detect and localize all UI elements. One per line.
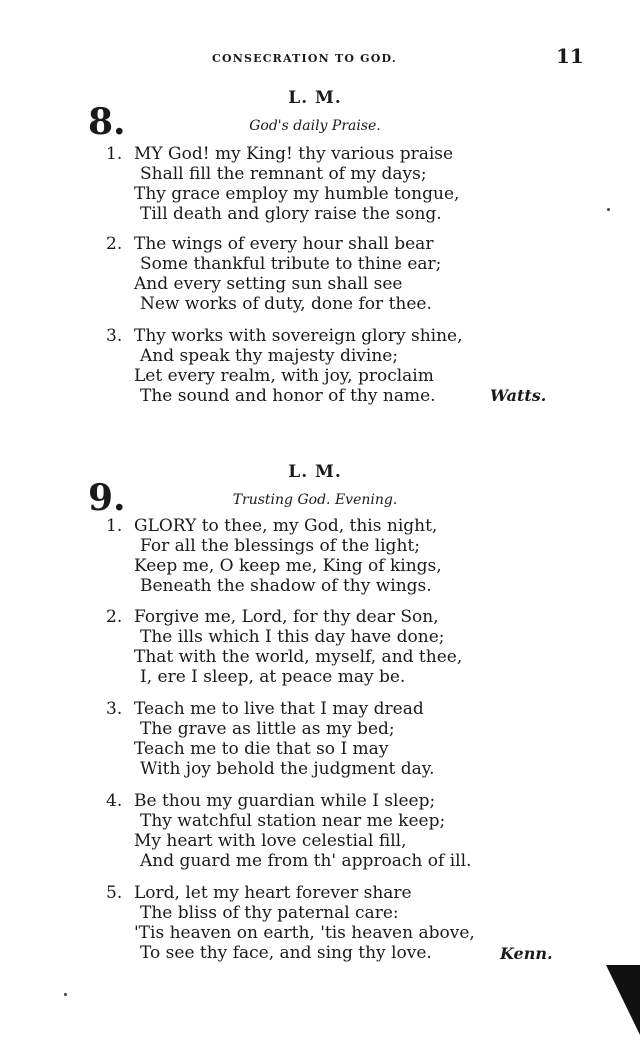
page-number: 11 [556, 44, 584, 68]
verse-line: With joy behold the judgment day. [140, 759, 435, 779]
verse-line: GLORY to thee, my God, this night, [134, 516, 438, 536]
verse-line: Thy grace employ my humble tongue, [134, 184, 460, 204]
verse-line: To see thy face, and sing thy love. [140, 943, 432, 963]
hymn-author: Kenn. [500, 944, 553, 963]
stanza-number: 1. [106, 144, 123, 164]
scan-speck [607, 208, 610, 211]
verse-line: For all the blessings of the light; [140, 536, 420, 556]
verse-line: Keep me, O keep me, King of kings, [134, 556, 442, 576]
hymn-number: 9. [88, 477, 126, 519]
stanza-number: 3. [106, 326, 123, 346]
verse-line: The grave as little as my bed; [140, 719, 395, 739]
verse-line: And every setting sun shall see [134, 274, 403, 294]
stanza-number: 4. [106, 791, 123, 811]
verse-line: The ills which I this day have done; [140, 627, 445, 647]
verse-line: The bliss of thy paternal care: [140, 903, 399, 923]
verse-line: Let every realm, with joy, proclaim [134, 366, 434, 386]
hymn-meter: L. M. [288, 462, 342, 482]
verse-line: Forgive me, Lord, for thy dear Son, [134, 607, 439, 627]
hymn-meter: L. M. [288, 88, 342, 108]
stanza-number: 1. [106, 516, 123, 536]
hymn-subtitle: Trusting God. Evening. [232, 492, 398, 508]
scan-speck [64, 993, 67, 996]
running-head: CONSECRATION TO GOD. [212, 52, 397, 65]
verse-line: Thy watchful station near me keep; [140, 811, 446, 831]
verse-line: The wings of every hour shall bear [134, 234, 434, 254]
stanza-number: 2. [106, 234, 123, 254]
verse-line: That with the world, myself, and thee, [134, 647, 463, 667]
verse-line: New works of duty, done for thee. [140, 294, 432, 314]
verse-line: Teach me to die that so I may [134, 739, 389, 759]
hymn-subtitle: God's daily Praise. [249, 118, 381, 134]
verse-line: Some thankful tribute to thine ear; [140, 254, 442, 274]
verse-line: The sound and honor of thy name. [140, 386, 436, 406]
verse-line: My heart with love celestial fill, [134, 831, 407, 851]
verse-line: And guard me from th' approach of ill. [140, 851, 472, 871]
verse-line: Lord, let my heart forever share [134, 883, 412, 903]
verse-line: MY God! my King! thy various praise [134, 144, 454, 164]
verse-line: I, ere I sleep, at peace may be. [140, 667, 406, 687]
verse-line: Thy works with sovereign glory shine, [134, 326, 463, 346]
hymn-author: Watts. [490, 386, 547, 405]
verse-line: And speak thy majesty divine; [140, 346, 399, 366]
stanza-number: 3. [106, 699, 123, 719]
scan-corner-mark [606, 965, 640, 1035]
stanza-number: 2. [106, 607, 123, 627]
verse-line: Beneath the shadow of thy wings. [140, 576, 432, 596]
verse-line: Teach me to live that I may dread [134, 699, 424, 719]
verse-line: Be thou my guardian while I sleep; [134, 791, 436, 811]
verse-line: Till death and glory raise the song. [140, 204, 442, 224]
hymn-number: 8. [88, 101, 126, 143]
stanza-number: 5. [106, 883, 123, 903]
verse-line: Shall fill the remnant of my days; [140, 164, 427, 184]
verse-line: 'Tis heaven on earth, 'tis heaven above, [134, 923, 475, 943]
